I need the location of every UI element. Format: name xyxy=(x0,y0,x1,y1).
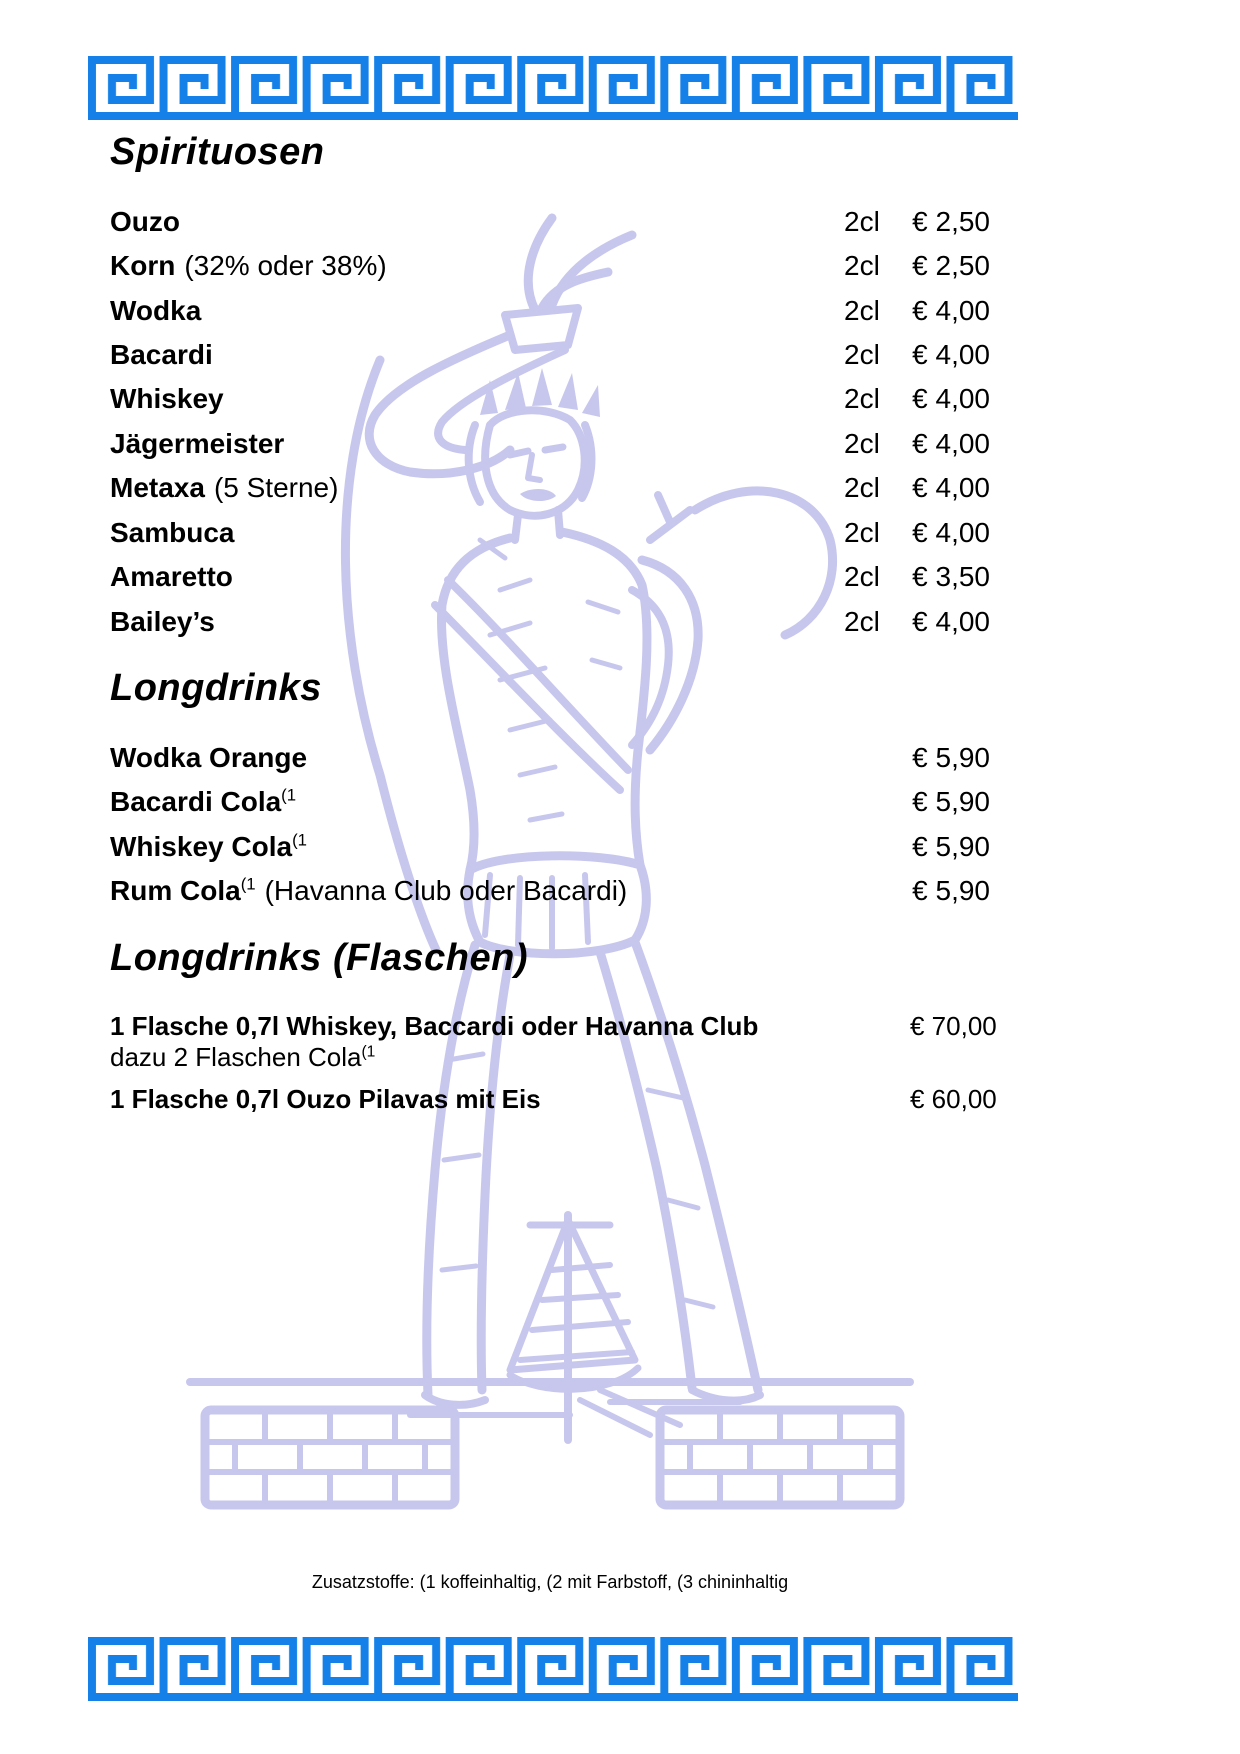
item-name-text: Whiskey xyxy=(110,383,224,415)
item-volume: 2cl xyxy=(844,294,880,326)
item-name xyxy=(110,428,844,460)
item-name-text: Wodka Orange xyxy=(110,741,308,773)
item-name-text: Bacardi xyxy=(110,339,213,370)
item-name xyxy=(110,875,844,907)
item-price: € 4,00 xyxy=(912,383,990,415)
section-items-longdrinks xyxy=(110,742,990,908)
item-name xyxy=(110,606,844,638)
item-name-line xyxy=(110,295,844,327)
item-name-line xyxy=(110,831,844,863)
item-name-line xyxy=(110,472,844,504)
item-name xyxy=(110,206,844,238)
menu-item-row xyxy=(110,428,990,460)
item-price: € 2,50 xyxy=(912,250,990,282)
item-footnote-marker: (1 xyxy=(292,830,307,850)
menu-item-row xyxy=(110,561,990,593)
item-name xyxy=(110,1084,844,1114)
menu-item-row xyxy=(110,1011,997,1072)
item-name xyxy=(110,295,844,327)
item-name xyxy=(110,831,844,863)
menu-item-row xyxy=(110,295,990,327)
item-name-line xyxy=(110,517,844,549)
item-name-text: Ouzo xyxy=(110,205,180,237)
item-subline xyxy=(110,1042,844,1072)
item-note: (Havanna Club oder Bacardi) xyxy=(264,875,628,907)
item-name-text: Wodka xyxy=(110,294,202,326)
item-name xyxy=(110,742,844,774)
item-name-text: Amaretto xyxy=(110,561,233,593)
item-volume: 2cl xyxy=(844,605,880,637)
greek-key-border-bottom xyxy=(88,1637,1018,1701)
item-price: € 4,00 xyxy=(912,605,990,637)
item-name-line xyxy=(110,561,844,593)
item-price: € 4,00 xyxy=(912,427,990,459)
item-name-text: Whiskey Cola xyxy=(110,830,293,862)
item-price: € 4,00 xyxy=(912,339,990,370)
item-name xyxy=(110,472,844,504)
item-name xyxy=(110,383,844,415)
item-note: (32% oder 38%) xyxy=(184,250,387,282)
item-name-line xyxy=(110,206,844,238)
item-volume: 2cl xyxy=(844,250,880,282)
item-price: € 70,00 xyxy=(910,1011,997,1042)
item-name-line xyxy=(110,786,844,818)
item-name-line xyxy=(110,606,844,638)
item-price: € 4,00 xyxy=(912,516,990,548)
item-name-text: 1 Flasche 0,7l Whiskey, Baccardi oder Havanna Club xyxy=(110,1011,759,1042)
item-volume: 2cl xyxy=(844,339,880,370)
item-name-line xyxy=(110,1084,844,1114)
additives-footnote: Zusatzstoffe: (1 koffeinhaltig, (2 mit Farbstoff, (3 chininhaltig xyxy=(311,1572,789,1592)
item-name xyxy=(110,786,844,818)
item-price: € 5,90 xyxy=(912,786,990,818)
item-name-line xyxy=(110,250,844,282)
greek-key-border-top xyxy=(88,56,1018,120)
item-name-line xyxy=(110,1011,844,1041)
item-name-text: Korn xyxy=(110,250,176,282)
item-price: € 4,00 xyxy=(912,294,990,326)
item-volume: 2cl xyxy=(844,516,880,548)
menu-item-row xyxy=(110,250,990,282)
section-heading-spirituosen: Spirituosen xyxy=(110,131,325,173)
item-subline-text: dazu 2 Flaschen Cola xyxy=(110,1041,362,1072)
item-name xyxy=(110,1011,844,1071)
item-name-line xyxy=(110,742,844,774)
item-price: € 5,90 xyxy=(912,830,990,862)
item-name xyxy=(110,561,844,593)
section-items-longdrinks-flaschen xyxy=(110,1011,997,1114)
menu-item-row xyxy=(110,786,990,818)
section-items-spirituosen xyxy=(110,206,990,639)
item-price: € 60,00 xyxy=(910,1083,997,1114)
item-note: (5 Sterne) xyxy=(213,472,339,504)
menu-item-row xyxy=(110,339,990,371)
item-footnote-marker: (1 xyxy=(281,786,297,806)
menu-item-row xyxy=(110,472,990,504)
item-name-text: Jägermeister xyxy=(110,427,285,459)
item-price: € 5,90 xyxy=(912,741,990,773)
item-name-text: 1 Flasche 0,7l Ouzo Pilavas mit Eis xyxy=(110,1083,541,1114)
item-footnote-marker: (1 xyxy=(240,874,256,894)
item-name-text: Bacardi Cola xyxy=(110,786,282,818)
item-name-line xyxy=(110,383,844,415)
section-heading-longdrinks-flaschen: Longdrinks (Flaschen) xyxy=(110,936,528,979)
menu-item-row xyxy=(110,742,990,774)
item-name-text: Rum Cola xyxy=(110,875,241,907)
item-volume: 2cl xyxy=(844,205,880,237)
item-name-text: Sambuca xyxy=(110,516,235,548)
item-price: € 2,50 xyxy=(912,205,990,237)
item-name xyxy=(110,517,844,549)
item-name-line xyxy=(110,339,844,371)
item-footnote-marker: (1 xyxy=(361,1042,376,1060)
menu-item-row xyxy=(110,1083,997,1114)
menu-content xyxy=(110,130,997,1126)
item-price: € 4,00 xyxy=(912,472,990,504)
menu-item-row xyxy=(110,517,990,549)
menu-item-row xyxy=(110,383,990,415)
item-price: € 3,50 xyxy=(912,561,990,593)
item-name-text: Bailey’s xyxy=(110,605,215,637)
item-name xyxy=(110,339,844,371)
item-name-line xyxy=(110,428,844,460)
item-name xyxy=(110,250,844,282)
section-heading-longdrinks: Longdrinks xyxy=(110,667,322,710)
item-volume: 2cl xyxy=(844,383,880,415)
menu-item-row xyxy=(110,606,990,638)
item-volume: 2cl xyxy=(844,472,880,504)
menu-item-row xyxy=(110,831,990,863)
item-volume: 2cl xyxy=(844,561,880,593)
item-price: € 5,90 xyxy=(912,875,990,907)
menu-item-row xyxy=(110,875,990,907)
item-volume: 2cl xyxy=(844,427,880,459)
menu-item-row xyxy=(110,206,990,238)
item-name-text: Metaxa xyxy=(110,472,205,504)
item-name-line xyxy=(110,875,844,907)
